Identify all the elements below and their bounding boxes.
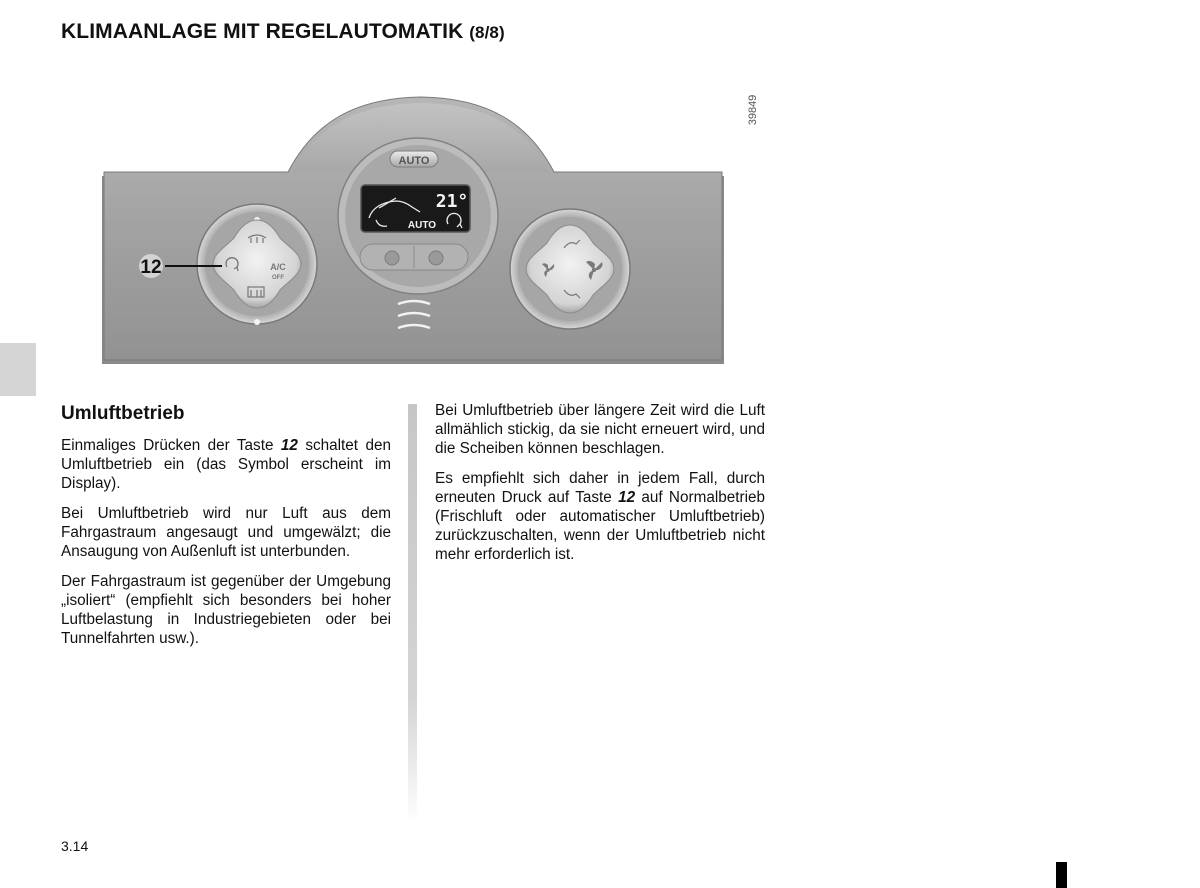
climate-panel-figure (96, 68, 776, 372)
paragraph-text: schaltet den Umluftbetrieb ein (das Symbol erscheint im Display). (61, 437, 391, 492)
page-title-suffix: (8/8) (469, 23, 505, 42)
page-title (61, 20, 505, 44)
paragraph (435, 469, 765, 564)
section-heading: Umluftbetrieb (61, 403, 185, 424)
display-mode: AUTO (407, 220, 437, 231)
auto-button-label: AUTO (398, 155, 430, 167)
reference-number: 12 (280, 437, 298, 454)
reference-number: 12 (618, 489, 636, 506)
paragraph: Bei Umluftbetrieb über längere Zeit wird die Luft allmählich stickig, da sie nicht erneuert wird, und die Scheiben können beschlagen. (435, 402, 765, 457)
climate-panel-illustration (96, 68, 776, 372)
paragraph: Der Fahrgastraum ist gegenüber der Umgebung „isoliert“ (empfiehlt sich besonders bei hoher Luftbelastung in Industriegebieten oder bei Tunnelfahrten usw.). (61, 573, 391, 647)
temperature-down-button[interactable] (385, 251, 399, 265)
left-text-column (61, 402, 391, 659)
right-control-knob (510, 209, 630, 329)
image-code: 39849 (747, 94, 759, 126)
left-control-knob (197, 204, 317, 325)
page-number: 3.14 (61, 838, 89, 854)
paragraph: Bei Umluftbetrieb wird nur Luft aus dem Fahrgastraum angesaugt und umgewälzt; die Ansaugung von Außenluft ist unterbunden. (61, 505, 391, 560)
chapter-side-tab (0, 343, 36, 396)
page-title-text: KLIMAANLAGE MIT REGELAUTOMATIK (61, 20, 464, 43)
corner-mark (1056, 862, 1067, 888)
ac-off-label: OFF (272, 275, 284, 281)
temperature-up-button[interactable] (429, 251, 443, 265)
callout-label: 12 (140, 257, 162, 278)
paragraph-text: Es empfiehlt sich daher in jedem Fall, durch erneuten Druck auf Taste (435, 470, 765, 506)
paragraph (61, 436, 391, 493)
column-divider (408, 404, 417, 824)
ac-label[interactable]: A/C (270, 262, 286, 272)
right-text-column (435, 401, 765, 575)
display-temperature: 21° (435, 191, 469, 212)
paragraph-text: Einmaliges Drücken der Taste (61, 437, 281, 454)
lower-pill-buttons (360, 244, 468, 270)
paragraph-text: auf Normalbetrieb (Frischluft oder automatischer Umluftbetrieb) zurückzuschalten, wenn der Umluftbetrieb nicht mehr erforderlich ist. (435, 489, 765, 563)
